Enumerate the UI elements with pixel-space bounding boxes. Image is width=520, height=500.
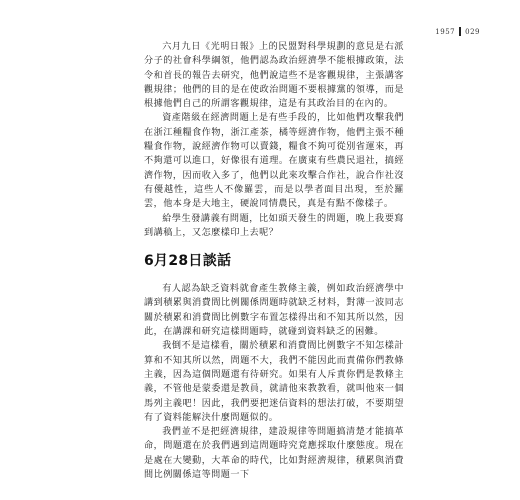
body-paragraph: 我們並不是把經濟規律，建設規律等問題搞清楚才能搞革命，問題還在於我們遇到這問題時究竟應採取什麼態度。現在是處在大變動，大革命的時代，比如對經濟規律，積累與消費間比例關係這等問題一下: [144, 427, 404, 481]
body-paragraph: 資產階級在經濟問題上是有些手段的，比如他們攻擊我們在浙江種糧食作物，浙江產茶，橘等經濟作物，他們主張不種糧食作物，說經濟作物可以賣錢，糧食不夠可從別省運來，再不夠還可以進口，好像很有道理。在廣東有些農民退社，搞經濟作物，因而收入多了，他們以此來攻擊合作社，說合作社沒有優越性，這些人不像羅雲，而是以學者面目出現，至於羅雲，他本身是大地主，硬說同情農民，真是有點不像樣子。: [144, 113, 404, 210]
section-heading: 6月28日談話: [144, 253, 232, 270]
page-body: [144, 40, 404, 482]
body-paragraph: 有人認為缺乏資料就會產生教條主義，例如政治經濟學中講到積累與消費間比例關係問題時就缺乏材料，對薄一波同志關於積累和消費間比例數字布置怎樣得出和不知其所以然，因此，在講課和研究這樣問題時，就碰到資料缺乏的困難。: [144, 284, 404, 338]
header-divider: [459, 27, 461, 36]
header-year: 1957: [435, 27, 456, 36]
header-page-number: 029: [465, 27, 480, 36]
section-spacer: [144, 270, 404, 282]
body-paragraph: 六月九日《光明日報》上的民盟對科學規劃的意見是右派分子的社會科學綱領，他們認為政治經濟學不能根據政策，法令和首長的報告去研究，他們說這些不是客觀規律，主張講客觀規律；他們的目的是在使政治問題不要根據黨的領導，而是根據他們自己的所謂客觀規律，這是有其政治目的在內的。: [144, 42, 404, 110]
section-spacer: [144, 240, 404, 252]
running-header: [435, 27, 480, 36]
body-paragraph: 我倒不是這樣看，關於積累和消費間比例數字不知怎樣計算和不知其所以然，問題不大，我們不能因此而責備你們教條主義，因為這個問題還有待研究。如果有人斥責你們是教條主義，不管他是蒙委還是教員，就請他來教教看，就叫他來一個馬列主義吧！因此，我們要把迷信資料的想法打破，不要期望有了資料能解決什麼問題似的。: [144, 341, 404, 423]
body-paragraph: 給學生發講義有問題，比如頭天發生的問題，晚上我要寫到講稿上，又怎麼樣印上去呢？: [144, 213, 404, 238]
